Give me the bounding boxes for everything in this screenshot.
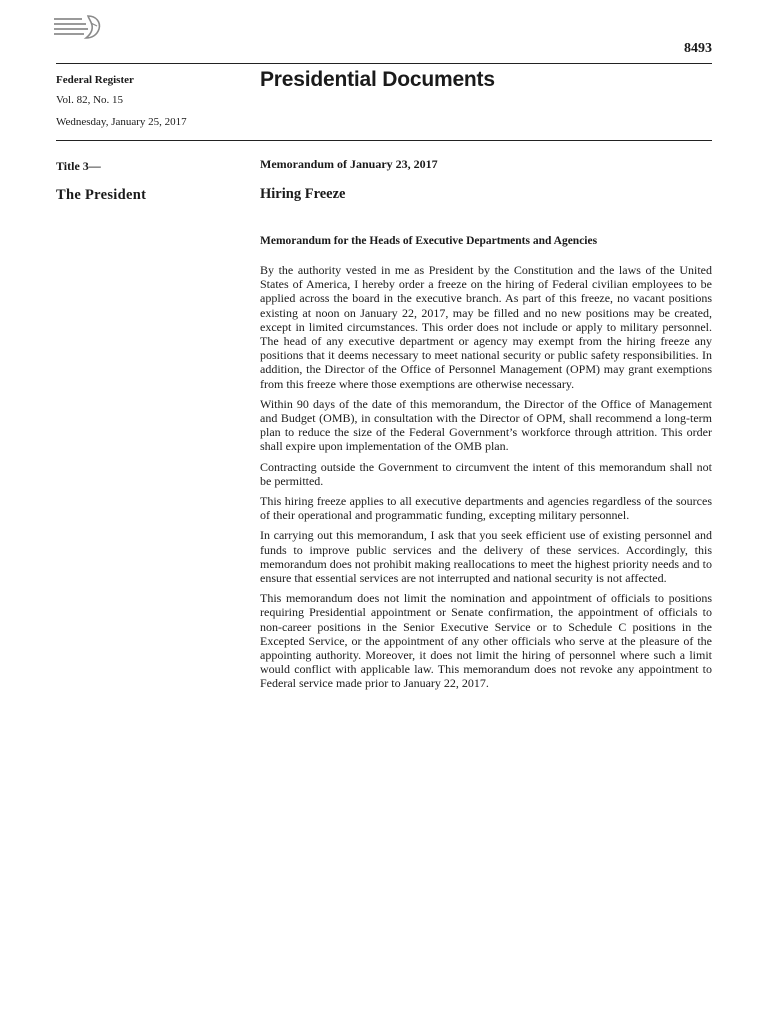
- gpo-authenticated-logo: [54, 14, 104, 44]
- volume-number: Vol. 82, No. 15: [56, 94, 124, 106]
- memo-addressee: Memorandum for the Heads of Executive Departments and Agencies: [260, 235, 598, 247]
- section-rule: [56, 140, 712, 141]
- page-number: 8493: [684, 41, 712, 56]
- memo-paragraph: Contracting outside the Government to circumvent the intent of this memorandum shall not be permitted.: [260, 459, 712, 488]
- memo-paragraph: This hiring freeze applies to all executive departments and agencies regardless of the sources of their operational and programmatic funding, excepting military personnel.: [260, 494, 712, 523]
- memo-paragraph: Within 90 days of the date of this memorandum, the Director of the Office of Management and Budget (OMB), in consultation with the Director of OPM, shall recommend a long-term plan to reduce the size of the Federal Government’s workforce through attrition. This order shall expire upon implementation of the OMB plan.: [260, 396, 712, 454]
- top-rule: [56, 63, 712, 64]
- memo-body: [260, 263, 712, 697]
- eagle-icon: [82, 14, 104, 40]
- publication-name: Federal Register: [56, 74, 134, 86]
- title-label: Title 3—: [56, 159, 101, 173]
- memo-title: Hiring Freeze: [260, 186, 346, 202]
- section-heading: Presidential Documents: [260, 68, 495, 91]
- memo-paragraph: This memorandum does not limit the nomination and appointment of officials to positions requiring Presidential appointment or Senate confirmation, the appointment of officials to non-career positions in the Senior Executive Service or to Schedule C positions in the Excepted Service, or the appointment of any other officials who serve at the pleasure of the appointing authority. Moreover, it does not limit the hiring of personnel where such a limit would conflict with applicable law. This memorandum does not revoke any appointment to Federal service made prior to January 22, 2017.: [260, 591, 712, 691]
- memo-paragraph: In carrying out this memorandum, I ask that you seek efficient use of existing personnel and funds to improve public services and the delivery of these services. Accordingly, this memorandum does not prohibit making reallocations to meet the highest priority needs and to ensure that essential services are not interrupted and national security is not affected.: [260, 528, 712, 586]
- author-label: The President: [56, 187, 147, 203]
- memo-date-line: Memorandum of January 23, 2017: [260, 157, 438, 171]
- memo-paragraph: By the authority vested in me as President by the Constitution and the laws of the United States of America, I hereby order a freeze on the hiring of Federal civilian employees to be applied across the board in the executive branch. As part of this freeze, no vacant positions existing at noon on January 22, 2017, may be filled and no new positions may be created, except in limited circumstances. This order does not include or apply to military personnel. The head of any executive department or agency may exempt from the hiring freeze any positions that it deems necessary to meet national security or public safety responsibilities. In addition, the Director of the Office of Personnel Management (OPM) may grant exemptions from this freeze where those exemptions are otherwise necessary.: [260, 263, 712, 391]
- publication-date: Wednesday, January 25, 2017: [56, 116, 187, 128]
